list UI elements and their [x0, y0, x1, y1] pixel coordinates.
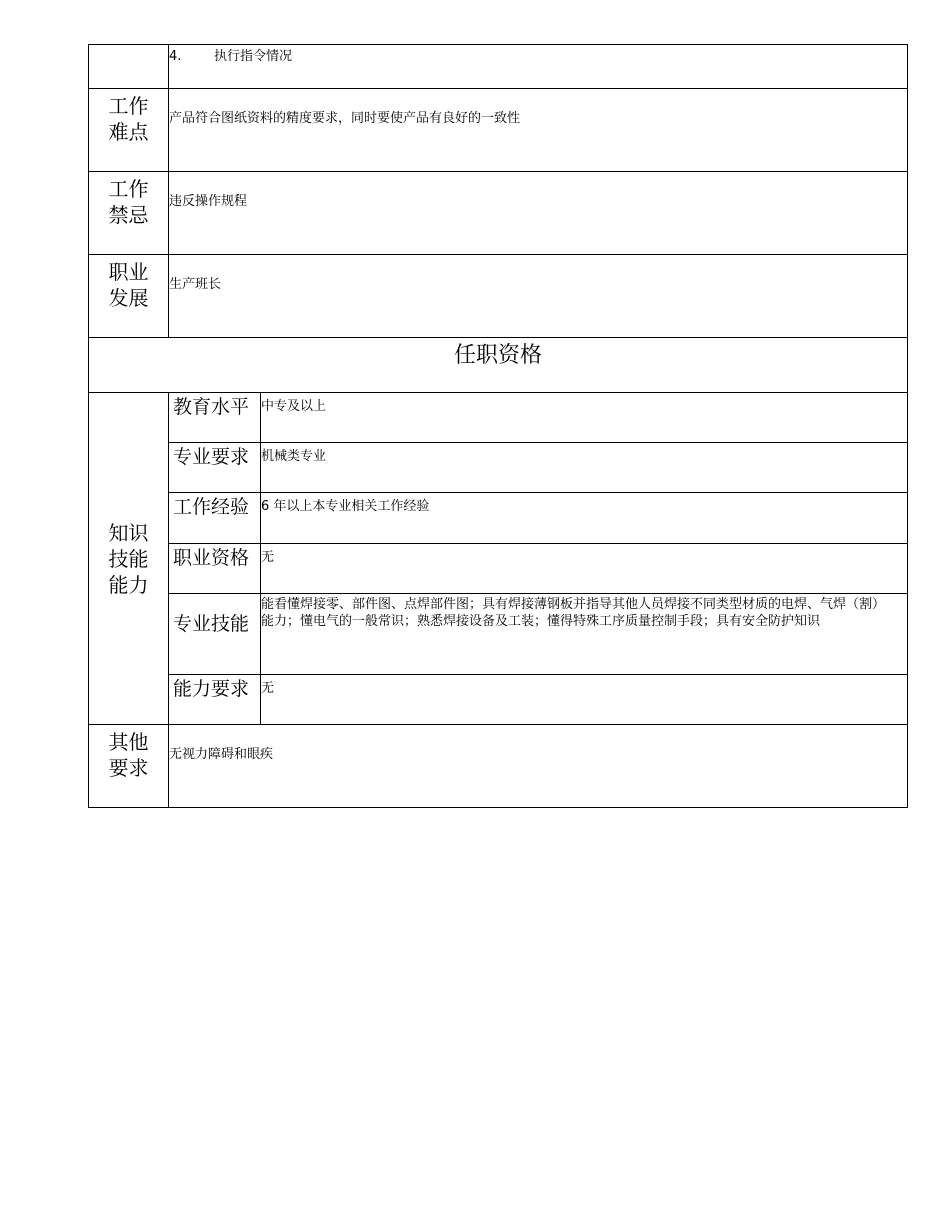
certification-value: 无	[261, 544, 908, 594]
taboo-label-line1: 工作	[108, 177, 149, 201]
experience-value: 6 年以上本专业相关工作经验	[261, 493, 908, 544]
other-text: 无视力障碍和眼疾	[169, 725, 908, 808]
difficulty-label	[89, 89, 169, 172]
major-label: 专业要求	[169, 443, 261, 493]
qualification-header-row	[89, 338, 908, 393]
taboo-label-line2: 禁忌	[108, 203, 149, 227]
career-label-line1: 职业	[108, 260, 149, 284]
difficulty-row	[89, 89, 908, 172]
career-text: 生产班长	[169, 255, 908, 338]
certification-label: 职业资格	[169, 544, 261, 594]
knowledge-label-line1: 知识	[108, 520, 149, 545]
instruction-cell	[169, 45, 908, 89]
experience-label: 工作经验	[169, 493, 261, 544]
job-description-table	[88, 44, 908, 808]
instruction-text: 执行指令情况	[214, 49, 293, 64]
list-number: 4.	[169, 49, 182, 64]
skills-value: 能看懂焊接零、部件图、点焊部件图；具有焊接薄钢板并指导其他人员焊接不同类型材质的电焊、气焊（割）能力；懂电气的一般常识；熟悉焊接设备及工装；懂得特殊工序质量控制手段；具有安全防护知识	[261, 594, 908, 675]
education-label: 教育水平	[169, 393, 261, 443]
instruction-label-cell	[89, 45, 169, 89]
career-label	[89, 255, 169, 338]
knowledge-row	[89, 544, 908, 594]
difficulty-text: 产品符合图纸资料的精度要求，同时要使产品有良好的一致性	[169, 89, 908, 172]
knowledge-row	[89, 493, 908, 544]
qualification-title: 任职资格	[89, 338, 908, 393]
taboo-text: 违反操作规程	[169, 172, 908, 255]
difficulty-label-line1: 工作	[108, 94, 149, 118]
career-row	[89, 255, 908, 338]
skills-label: 专业技能	[169, 594, 261, 675]
instruction-row	[89, 45, 908, 89]
knowledge-row	[89, 393, 908, 443]
knowledge-row	[89, 443, 908, 493]
other-label	[89, 725, 169, 808]
knowledge-row	[89, 675, 908, 725]
taboo-row	[89, 172, 908, 255]
knowledge-label-line2: 技能	[108, 546, 149, 571]
difficulty-label-line2: 难点	[108, 120, 149, 144]
other-label-line1: 其他	[108, 730, 149, 754]
taboo-label	[89, 172, 169, 255]
knowledge-label-line3: 能力	[108, 572, 149, 597]
other-label-line2: 要求	[108, 756, 149, 780]
ability-value: 无	[261, 675, 908, 725]
ability-label: 能力要求	[169, 675, 261, 725]
major-value: 机械类专业	[261, 443, 908, 493]
knowledge-label	[89, 393, 169, 725]
education-value: 中专及以上	[261, 393, 908, 443]
other-row	[89, 725, 908, 808]
career-label-line2: 发展	[108, 286, 149, 310]
knowledge-row	[89, 594, 908, 675]
